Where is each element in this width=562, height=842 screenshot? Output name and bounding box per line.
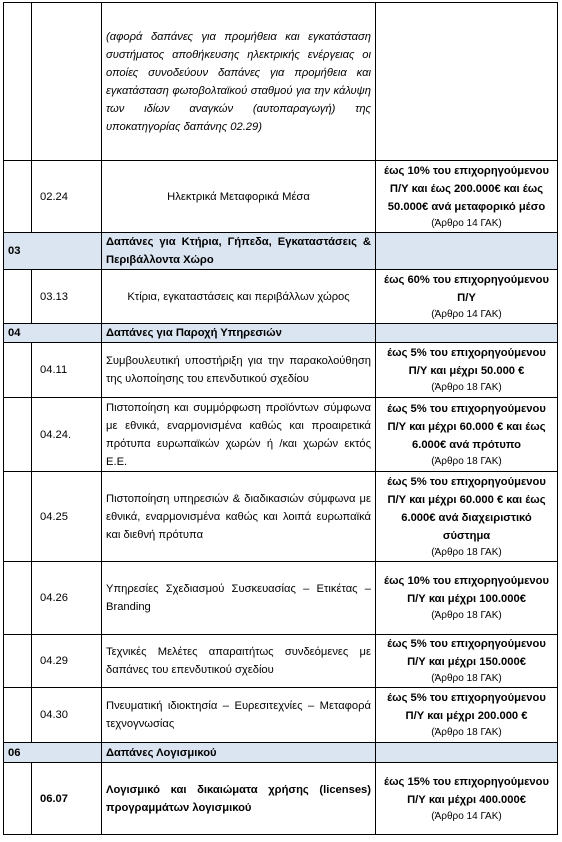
expense-description: Πιστοποίηση υπηρεσιών & διαδικασιών σύμφωνα με εθνικά, εναρμονισμένα καθώς και λοιπά ευρωπαϊκά και διεθνή πρότυπα [102, 472, 376, 562]
category-header-row [4, 233, 558, 270]
funding-limit: έως 60% του επιχορηγούμενου Π/Υ [384, 273, 549, 304]
table-row [4, 398, 558, 472]
article-reference: (Άρθρο 18 ΓΑΚ) [431, 382, 502, 393]
funding-cell [376, 562, 558, 635]
expense-description: Κτίρια, εγκαταστάσεις και περιβάλλων χώρος [102, 270, 376, 324]
expense-code: 04.25 [32, 472, 102, 562]
expense-description: Υπηρεσίες Σχεδιασμού Συσκευασίας – Ετικέτας – Branding [102, 562, 376, 635]
expense-code: 04.11 [32, 343, 102, 398]
expense-code: 06.07 [32, 763, 102, 835]
table-row [4, 472, 558, 562]
article-reference: (Άρθρο 18 ΓΑΚ) [431, 673, 502, 684]
funding-limit: έως 10% του επιχορηγούμενου Π/Υ και έως 200.000€ και έως 50.000€ ανά μεταφορικό μέσο [384, 164, 549, 213]
expense-code: 04.30 [32, 688, 102, 743]
category-header-row [4, 324, 558, 343]
funding-cell [376, 763, 558, 835]
funding-limit: έως 5% του επιχορηγούμενου Π/Υ και μέχρι 50.000 € [387, 347, 546, 377]
expense-code: 04.29 [32, 635, 102, 688]
category-code: 03 [4, 233, 102, 270]
funding-limit: έως 5% του επιχορηγούμενου Π/Υ και μέχρι 200.000 € [387, 692, 546, 722]
article-reference: (Άρθρο 18 ΓΑΚ) [431, 727, 502, 738]
expense-description: (αφορά δαπάνες για προμήθεια και εγκατάσταση συστήματος αποθήκευσης ηλεκτρικής ενέργειας οι οποίες συνοδεύουν δαπάνες για προμήθεια και εγκατάσταση φωτοβολταϊκού σταθμού για την κάλυψη των ιδίων αναγκών (αυτοπαραγωγή) της υποκατηγορίας δαπάνης 02.29) [102, 3, 376, 161]
expense-code: 04.26 [32, 562, 102, 635]
expense-description: Πιστοποίηση και συμμόρφωση προϊόντων σύμφωνα με εθνικά, εναρμονισμένα καθώς και προαιρετικά πρότυπα ευρωπαϊκών χωρών ή /και χωρών εκτός Ε.Ε. [102, 398, 376, 472]
category-title: Δαπάνες Λογισμικού [102, 743, 376, 763]
funding-cell [376, 270, 558, 324]
article-reference: (Άρθρο 14 ΓΑΚ) [431, 217, 502, 229]
table-row [4, 635, 558, 688]
funding-limit: έως 10% του επιχορηγούμενου Π/Υ και μέχρι 100.000€ [384, 575, 549, 605]
table-row [4, 161, 558, 233]
expense-code: 03.13 [32, 270, 102, 324]
funding-limit: έως 5% του επιχορηγούμενου Π/Υ και μέχρι 150.000€ [387, 638, 546, 668]
funding-cell [376, 472, 558, 562]
article-reference: (Άρθρο 14 ΓΑΚ) [431, 308, 502, 320]
funding-cell [376, 688, 558, 743]
funding-cell [376, 635, 558, 688]
table-row [4, 343, 558, 398]
funding-limit: έως 15% του επιχορηγούμενου Π/Υ και μέχρι 400.000€ [384, 775, 549, 806]
article-reference: (Άρθρο 18 ΓΑΚ) [431, 455, 502, 467]
expense-description: Τεχνικές Μελέτες απαραιτήτως συνδεόμενες με δαπάνες του επενδυτικού σχεδίου [102, 635, 376, 688]
funding-cell [376, 398, 558, 472]
expense-code: 02.24 [32, 161, 102, 233]
funding-limit: έως 5% του επιχορηγούμενου Π/Υ και μέχρι 60.000 € και έως 6.000€ ανά πρότυπο [387, 402, 546, 451]
table-row [4, 688, 558, 743]
table-row [4, 763, 558, 835]
funding-cell [376, 343, 558, 398]
article-reference: (Άρθρο 14 ΓΑΚ) [431, 810, 502, 822]
expense-table [3, 2, 558, 835]
table-row [4, 562, 558, 635]
funding-cell [376, 161, 558, 233]
category-title: Δαπάνες για Κτήρια, Γήπεδα, Εγκαταστάσεις & Περιβάλλοντα Χώρο [102, 233, 376, 270]
article-reference: (Άρθρο 18 ΓΑΚ) [431, 546, 502, 558]
expense-description: Πνευματική ιδιοκτησία – Ευρεσιτεχνίες – Μεταφορά τεχνογνωσίας [102, 688, 376, 743]
table-row [4, 3, 558, 161]
funding-limit: έως 5% του επιχορηγούμενου Π/Υ και μέχρι 60.000 € και έως 6.000€ ανά διαχειριστικό σύστημα [387, 475, 546, 542]
category-code: 06 [4, 743, 102, 763]
expense-description: Ηλεκτρικά Μεταφορικά Μέσα [102, 161, 376, 233]
table-row [4, 270, 558, 324]
category-header-row [4, 743, 558, 763]
expense-description: Συμβουλευτική υποστήριξη για την παρακολούθηση της υλοποίησης του επενδυτικού σχεδίου [102, 343, 376, 398]
article-reference: (Άρθρο 18 ΓΑΚ) [431, 610, 502, 621]
category-title: Δαπάνες για Παροχή Υπηρεσιών [102, 324, 376, 343]
category-code: 04 [4, 324, 102, 343]
expense-description: Λογισμικό και δικαιώματα χρήσης (licenses) προγραμμάτων λογισμικού [102, 763, 376, 835]
expense-code: 04.24. [32, 398, 102, 472]
